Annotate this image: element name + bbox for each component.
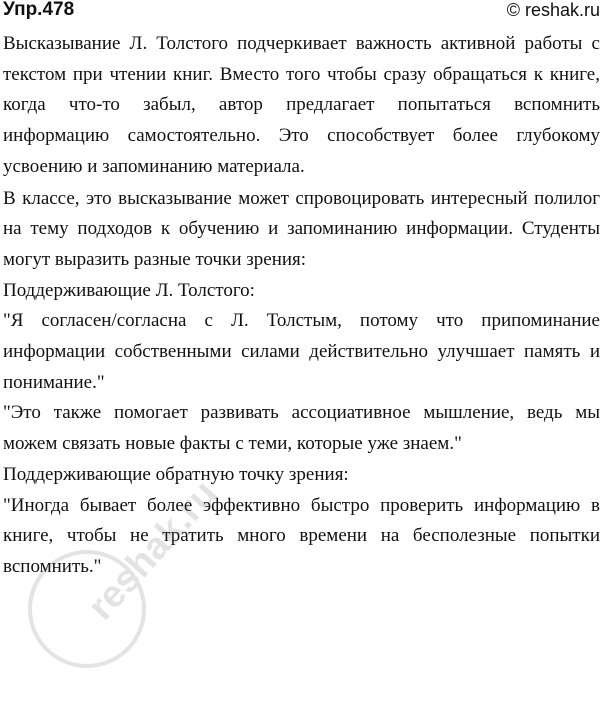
quote-opponent-1: "Иногда бывает более эффективно быстро проверить информацию в книге, чтобы не тратить много времени на бесполезные попытки вспомнить." [3,494,600,577]
quote-supporter-1: "Я согласен/согласна с Л. Толстым, потому что припоминание информации собственными силами действительно улучшает память и понимание." [3,310,600,393]
paragraph-summary: Высказывание Л. Толстого подчеркивает важность активной работы с текстом при чтении книг. Вместо того чтобы сразу обращаться к книге, когда что-то забыл, автор предлагает попытаться вспомнить информацию самостоятельно. Это способствует более глубокому усвоению и запоминанию материала. [3,33,600,177]
watermark-text: reshak.ru [80,472,226,629]
document-page [3,0,600,583]
exercise-title: Упр.478 [3,0,75,20]
page-header [3,0,600,24]
source-credit: © reshak.ru [506,0,600,20]
heading-supporters: Поддерживающие Л. Толстого: [3,279,255,301]
heading-opponents: Поддерживающие обратную точку зрения: [3,463,349,485]
paragraph-class-discussion: В классе, это высказывание может спровоцировать интересный полилог на тему подходов к обучению и запоминанию информации. Студенты могут выразить разные точки зрения: [3,187,600,270]
quote-supporter-2: "Это также помогает развивать ассоциативное мышление, ведь мы можем связать новые факты с теми, которые уже знаем." [3,402,600,455]
